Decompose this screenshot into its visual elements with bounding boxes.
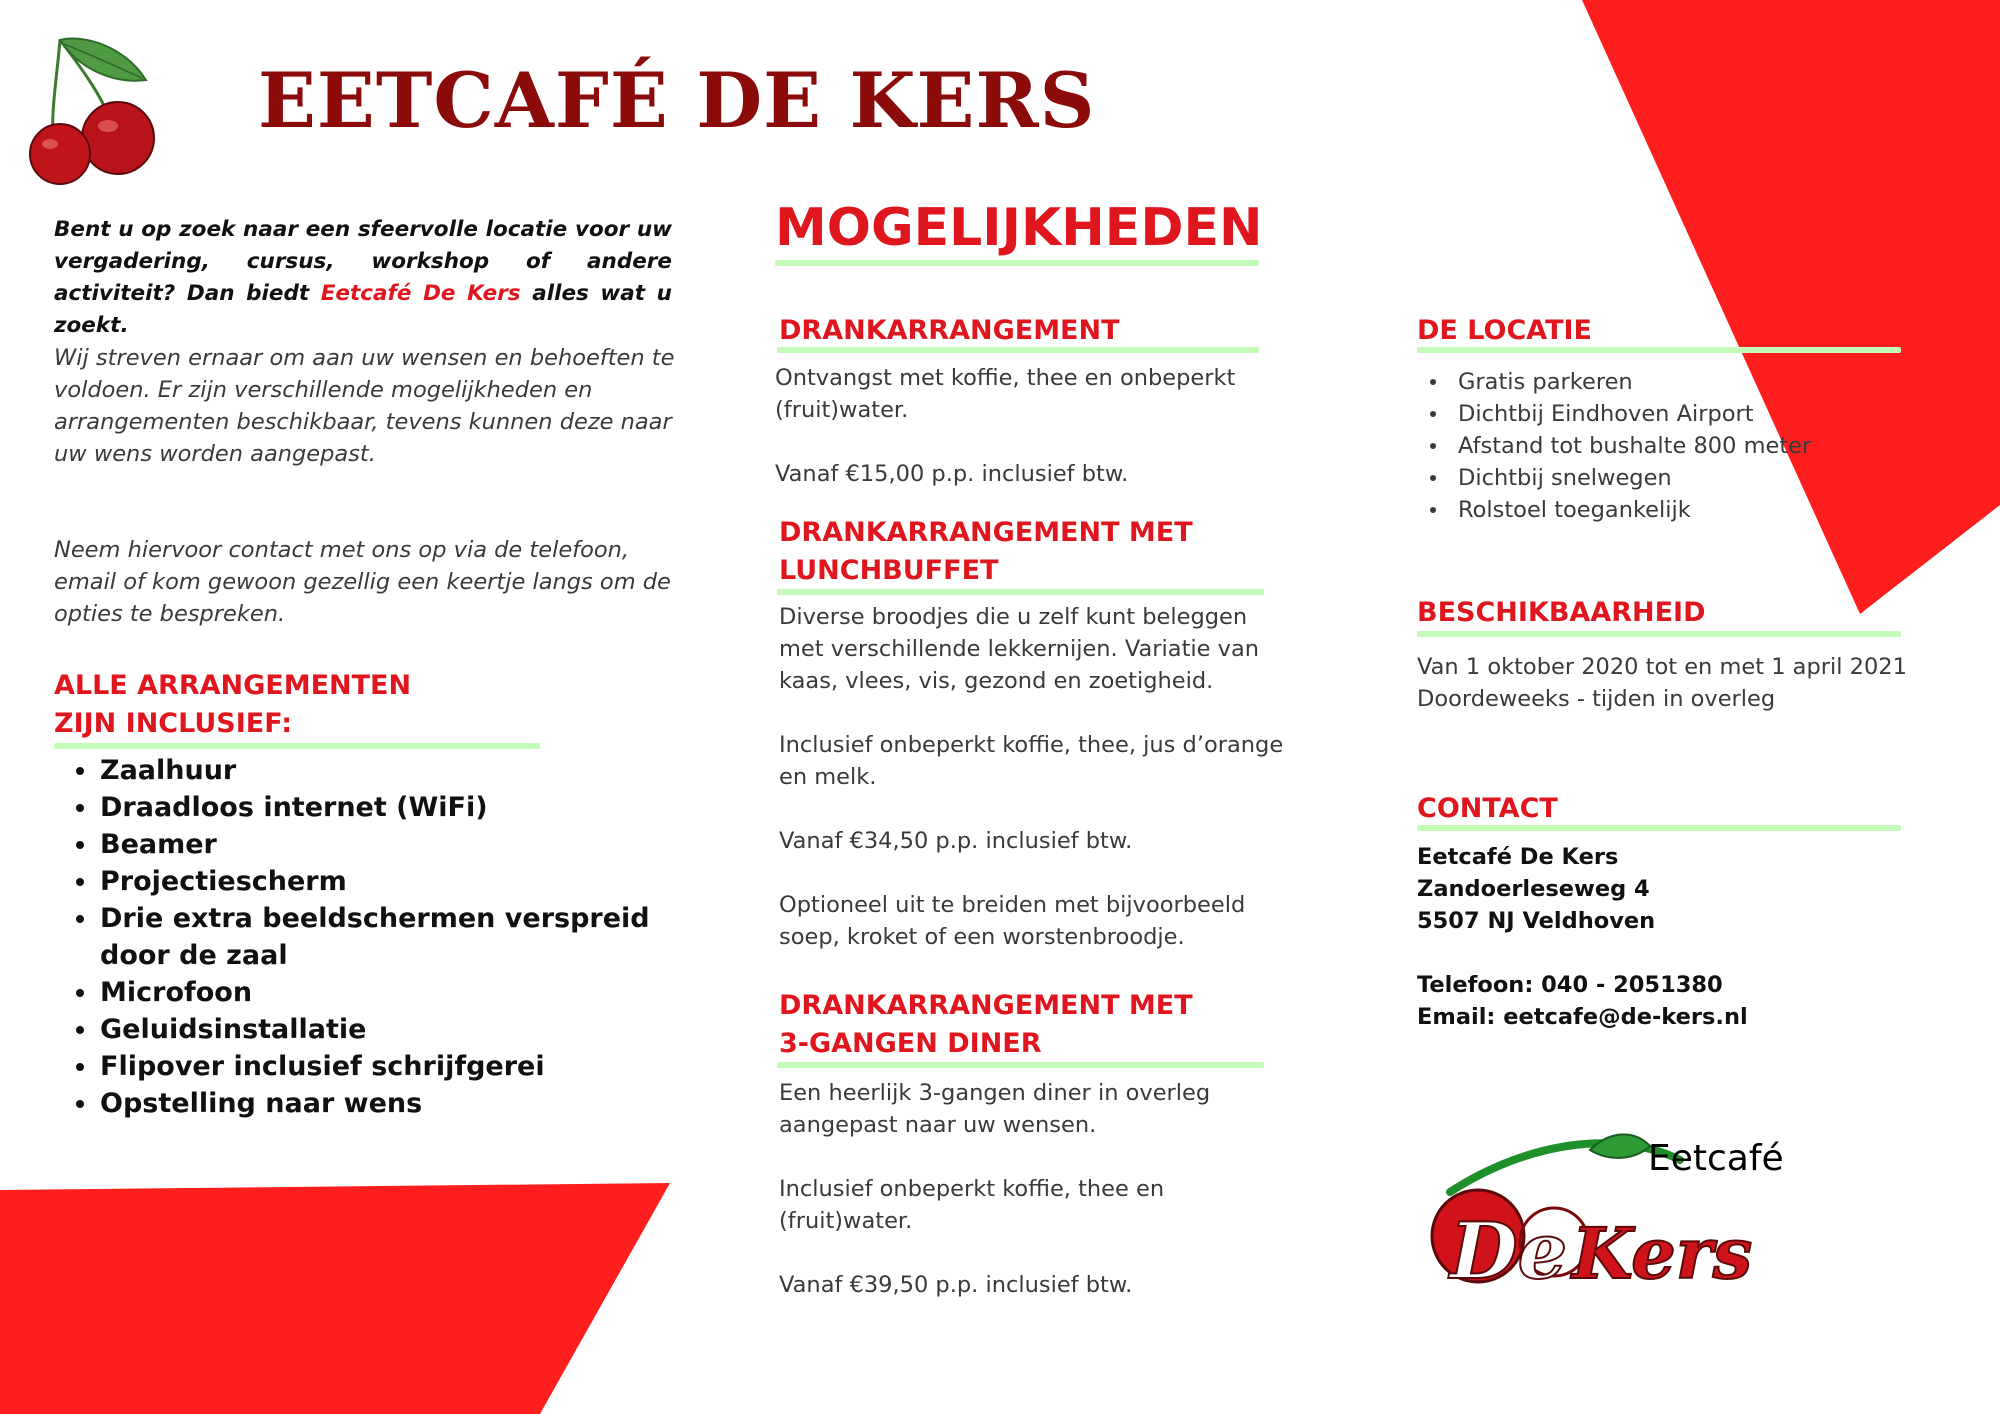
- red-wedge-bottom-left: [0, 1183, 670, 1414]
- location-list: [1418, 366, 1811, 526]
- availability-heading-underline: [1417, 631, 1901, 637]
- logo: [1420, 1130, 1800, 1300]
- drank-heading-underline: [777, 347, 1259, 353]
- lunch-heading-line-2: LUNCHBUFFET: [779, 555, 999, 586]
- cherry-icon: [14, 26, 174, 186]
- availability-heading: BESCHIKBAARHEID: [1417, 597, 1706, 628]
- list-item: Dichtbij snelwegen: [1418, 462, 1811, 494]
- options-heading: MOGELIJKHEDEN: [775, 198, 1263, 258]
- availability-text: Van 1 oktober 2020 tot en met 1 april 2021 Doordeweeks - tijden in overleg: [1417, 654, 1907, 712]
- lunch-heading: [779, 514, 1193, 590]
- intro-paragraph-2: Neem hiervoor contact met ons op via de telefoon, email of kom gewoon gezellig een keertje langs om de opties te bespreken.: [54, 537, 671, 627]
- inclusive-list: [56, 752, 696, 1122]
- list-item: Gratis parkeren: [1418, 366, 1811, 398]
- intro-question-text: Bent u op zoek naar een sfeervolle locatie voor uw vergadering, cursus, workshop of andere activiteit? Dan biedt: [54, 217, 672, 306]
- list-item: Dichtbij Eindhoven Airport: [1418, 398, 1811, 430]
- logo-leaf-icon: [1590, 1134, 1650, 1157]
- drank-text: Ontvangst met koffie, thee en onbeperkt (fruit)water. Vanaf €15,00 p.p. inclusief btw.: [775, 365, 1236, 487]
- list-item: Afstand tot bushalte 800 meter: [1418, 430, 1811, 462]
- list-item: Opstelling naar wens: [56, 1085, 696, 1122]
- lunch-text: Diverse broodjes die u zelf kunt beleggen met verschillende lekkernijen. Variatie van kaas, vlees, vis, gezond en zoetigheid. Inclusief onbeperkt koffie, thee, jus d’orange en melk. Vanaf €34,50 p.p. inclusief btw. Optioneel uit te breiden met bijvoorbeeld soep, kroket of een worstenbroodje.: [779, 604, 1284, 950]
- diner-heading-line-2: 3-GANGEN DINER: [779, 1028, 1042, 1059]
- diner-heading: [779, 987, 1193, 1063]
- contact-heading-underline: [1417, 825, 1901, 831]
- list-item: Rolstoel toegankelijk: [1418, 494, 1811, 526]
- location-heading-underline: [1417, 347, 1901, 353]
- list-item: Geluidsinstallatie: [56, 1011, 696, 1048]
- list-item: Microfoon: [56, 974, 696, 1011]
- contact-text: Eetcafé De Kers Zandoerleseweg 4 5507 NJ Veldhoven Telefoon: 040 - 2051380 Email: eetcafe@de-kers.nl: [1417, 844, 1748, 1030]
- diner-text: Een heerlijk 3-gangen diner in overleg aangepast naar uw wensen. Inclusief onbeperkt koffie, thee en (fruit)water. Vanaf €39,50 p.p. inclusief btw.: [779, 1080, 1211, 1298]
- list-item: Drie extra beeldschermen verspreid door de zaal: [56, 900, 696, 974]
- logo-kers-text: Kers: [1572, 1212, 1753, 1295]
- drank-heading: DRANKARRANGEMENT: [779, 315, 1120, 346]
- logo-de-text: De: [1450, 1206, 1568, 1297]
- options-heading-underline: [775, 260, 1259, 266]
- inclusive-heading-line-1: ALLE ARRANGEMENTEN: [54, 670, 412, 701]
- intro-question: [54, 214, 672, 342]
- list-item: Draadloos internet (WiFi): [56, 789, 696, 826]
- lunch-heading-underline: [777, 589, 1264, 595]
- list-item: Zaalhuur: [56, 752, 696, 789]
- inclusive-heading-line-2: ZIJN INCLUSIEF:: [54, 708, 292, 739]
- list-item: Projectiescherm: [56, 863, 696, 900]
- diner-heading-underline: [777, 1062, 1264, 1068]
- page-title: EETCAFÉ DE KERS: [258, 56, 1096, 145]
- inclusive-heading-underline: [54, 743, 540, 749]
- list-item: Beamer: [56, 826, 696, 863]
- logo-eetcafe-text: Eetcafé: [1648, 1138, 1784, 1179]
- intro-paragraph-1: Wij streven ernaar om aan uw wensen en behoeften te voldoen. Er zijn verschillende mogelijkheden en arrangementen beschikbaar, tevens kunnen deze naar uw wens worden aangepast.: [54, 345, 675, 467]
- contact-heading: CONTACT: [1417, 793, 1558, 824]
- list-item: Flipover inclusief schrijfgerei: [56, 1048, 696, 1085]
- location-heading: DE LOCATIE: [1417, 315, 1592, 346]
- intro-brand-name: Eetcafé De Kers: [320, 281, 521, 306]
- lunch-heading-line-1: DRANKARRANGEMENT MET: [779, 517, 1193, 548]
- intro-question-end: alles wat u zoekt.: [54, 281, 672, 338]
- diner-heading-line-1: DRANKARRANGEMENT MET: [779, 990, 1193, 1021]
- inclusive-heading: [54, 667, 411, 743]
